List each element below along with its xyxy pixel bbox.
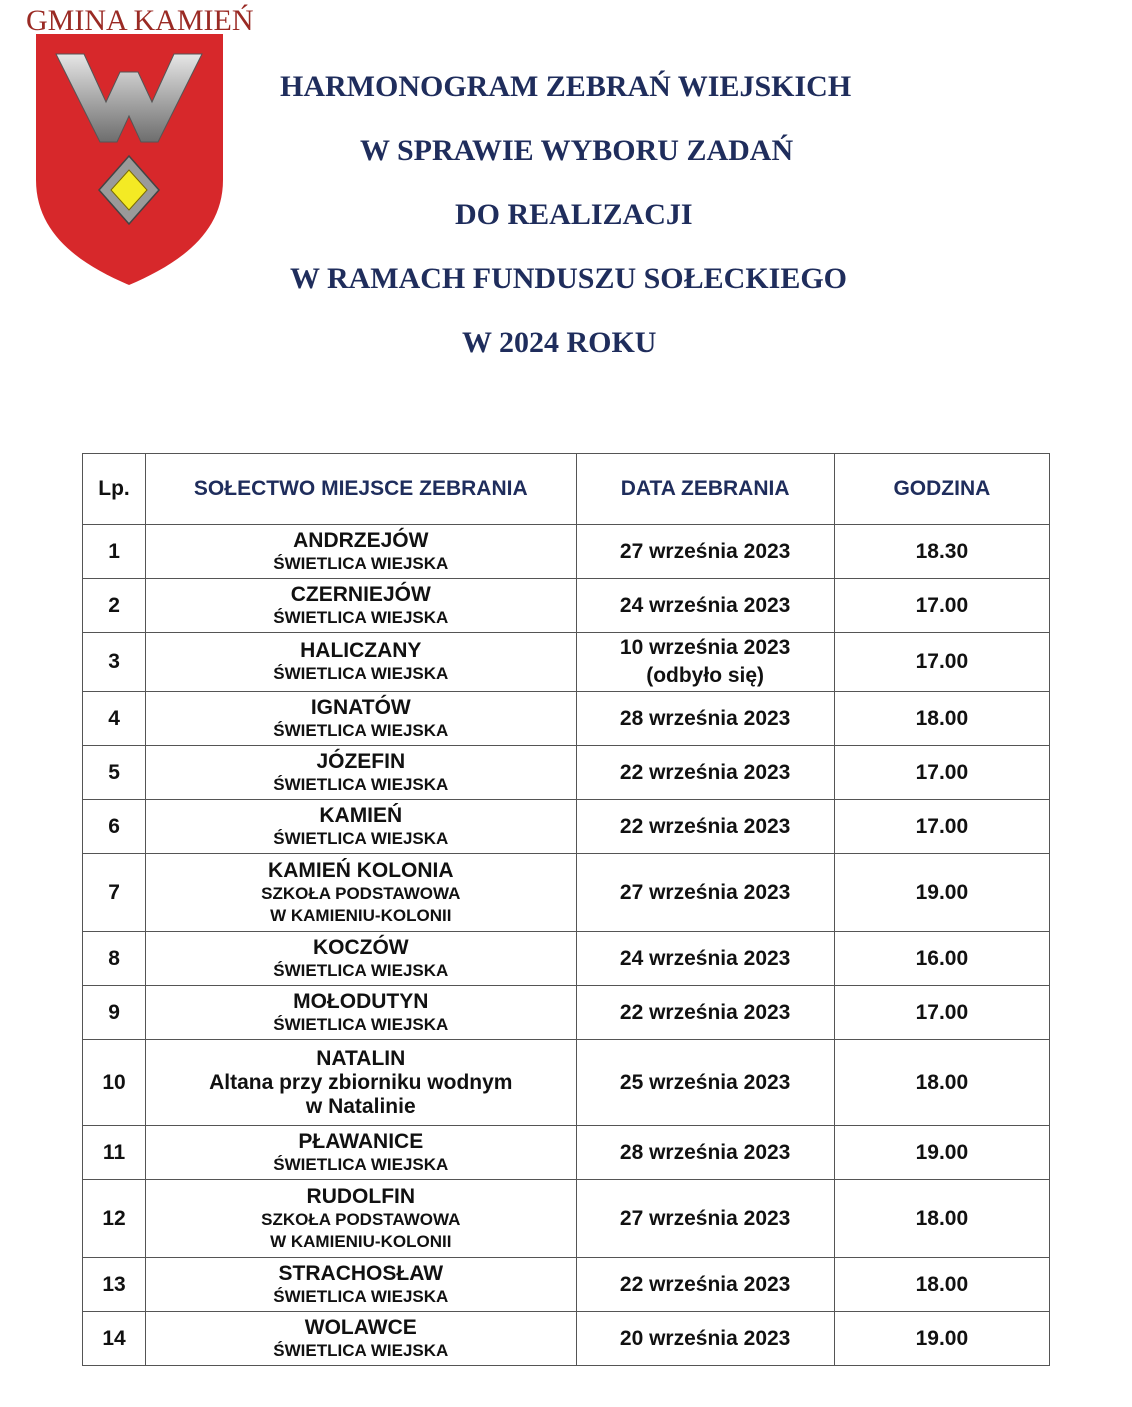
meeting-location: ŚWIETLICA WIEJSKA bbox=[273, 664, 449, 683]
meeting-location: ŚWIETLICA WIEJSKA bbox=[273, 553, 449, 573]
meeting-hour: 18.00 bbox=[834, 692, 1049, 746]
meeting-location: ŚWIETLICA WIEJSKA bbox=[273, 1154, 449, 1174]
meeting-date-text: 24 września 2023 bbox=[619, 946, 791, 970]
meeting-location: ŚWIETLICA WIEJSKA bbox=[273, 828, 449, 848]
meeting-location: ŚWIETLICA WIEJSKA bbox=[273, 607, 449, 627]
solectwo-cell bbox=[146, 1040, 576, 1126]
solectwo-cell bbox=[146, 986, 576, 1040]
meeting-hour: 18.30 bbox=[834, 525, 1049, 579]
row-number: 10 bbox=[83, 1040, 146, 1126]
meeting-hour: 17.00 bbox=[834, 986, 1049, 1040]
meeting-date bbox=[576, 854, 834, 932]
meeting-hour: 17.00 bbox=[834, 579, 1049, 633]
header-data: DATA ZEBRANIA bbox=[576, 454, 834, 525]
solectwo-name: IGNATÓW bbox=[310, 695, 411, 719]
table-row bbox=[83, 986, 1050, 1040]
meeting-location: ŚWIETLICA WIEJSKA bbox=[273, 1014, 449, 1034]
schedule-table bbox=[82, 453, 1050, 1366]
meeting-hour: 19.00 bbox=[834, 1312, 1049, 1366]
solectwo-cell bbox=[146, 1312, 576, 1366]
row-number: 9 bbox=[83, 986, 146, 1040]
table-row bbox=[83, 525, 1050, 579]
meeting-location: ŚWIETLICA WIEJSKA bbox=[273, 960, 449, 980]
table-row bbox=[83, 800, 1050, 854]
meeting-location: SZKOŁA PODSTAWOWA bbox=[261, 883, 461, 903]
logo-caption: GMINA KAMIEŃ bbox=[26, 4, 254, 37]
meeting-date-text: 22 września 2023 bbox=[619, 814, 791, 838]
meeting-date bbox=[576, 986, 834, 1040]
table-row bbox=[83, 1312, 1050, 1366]
table-row bbox=[83, 1040, 1050, 1126]
meeting-location: ŚWIETLICA WIEJSKA bbox=[273, 774, 449, 794]
solectwo-name: CZERNIEJÓW bbox=[290, 582, 431, 606]
table-row bbox=[83, 1126, 1050, 1180]
solectwo-cell bbox=[146, 932, 576, 986]
meeting-hour: 16.00 bbox=[834, 932, 1049, 986]
meeting-date bbox=[576, 579, 834, 633]
meeting-date bbox=[576, 692, 834, 746]
meeting-date-text: 24 września 2023 bbox=[619, 593, 791, 617]
header-godzina: GODZINA bbox=[834, 454, 1049, 525]
meeting-hour: 17.00 bbox=[834, 633, 1049, 692]
solectwo-cell bbox=[146, 1126, 576, 1180]
solectwo-name: JÓZEFIN bbox=[316, 749, 406, 773]
meeting-date-text: 22 września 2023 bbox=[619, 1272, 791, 1296]
meeting-location: ŚWIETLICA WIEJSKA bbox=[273, 1340, 449, 1360]
title-line-3: DO REALIZACJI bbox=[455, 198, 693, 231]
row-number: 6 bbox=[83, 800, 146, 854]
solectwo-name: KAMIEŃ KOLONIA bbox=[268, 858, 454, 882]
meeting-date-text: 27 września 2023 bbox=[619, 1206, 791, 1230]
meeting-date-text: 28 września 2023 bbox=[619, 1140, 791, 1164]
meeting-date bbox=[576, 932, 834, 986]
solectwo-cell bbox=[146, 1180, 576, 1258]
solectwo-name: ANDRZEJÓW bbox=[293, 528, 429, 552]
solectwo-name: MOŁODUTYN bbox=[293, 989, 429, 1013]
meeting-hour: 18.00 bbox=[834, 1040, 1049, 1126]
meeting-hour: 18.00 bbox=[834, 1258, 1049, 1312]
row-number: 12 bbox=[83, 1180, 146, 1258]
meeting-date bbox=[576, 746, 834, 800]
title-line-2: W SPRAWIE WYBORU ZADAŃ bbox=[360, 134, 794, 167]
meeting-date-text: 28 września 2023 bbox=[619, 706, 791, 730]
solectwo-cell bbox=[146, 579, 576, 633]
meeting-location-line2: w Natalinie bbox=[305, 1094, 416, 1118]
row-number: 14 bbox=[83, 1312, 146, 1366]
meeting-date bbox=[576, 800, 834, 854]
meeting-hour: 18.00 bbox=[834, 1180, 1049, 1258]
meeting-date-text: 25 września 2023 bbox=[619, 1070, 791, 1094]
solectwo-cell bbox=[146, 854, 576, 932]
solectwo-cell bbox=[146, 525, 576, 579]
row-number: 13 bbox=[83, 1258, 146, 1312]
meeting-hour: 17.00 bbox=[834, 746, 1049, 800]
meeting-hour: 19.00 bbox=[834, 854, 1049, 932]
solectwo-name: WOLAWCE bbox=[304, 1315, 417, 1339]
row-number: 2 bbox=[83, 579, 146, 633]
meeting-location-line2: W KAMIENIU-KOLONII bbox=[270, 905, 452, 925]
meeting-date-text: 27 września 2023 bbox=[619, 539, 791, 563]
meeting-date-text: 10 września 2023 bbox=[619, 636, 791, 659]
meeting-date bbox=[576, 525, 834, 579]
solectwo-cell bbox=[146, 692, 576, 746]
title-line-1: HARMONOGRAM ZEBRAŃ WIEJSKICH bbox=[280, 70, 852, 103]
meeting-date bbox=[576, 1180, 834, 1258]
meeting-date-note: (odbyło się) bbox=[646, 664, 765, 687]
solectwo-name: NATALIN bbox=[316, 1046, 406, 1070]
row-number: 7 bbox=[83, 854, 146, 932]
solectwo-name: HALICZANY bbox=[300, 639, 422, 662]
solectwo-cell bbox=[146, 800, 576, 854]
table-header-row bbox=[83, 454, 1050, 525]
coat-of-arms-icon bbox=[26, 4, 254, 320]
row-number: 3 bbox=[83, 633, 146, 692]
solectwo-cell bbox=[146, 1258, 576, 1312]
table-row bbox=[83, 746, 1050, 800]
solectwo-name: KAMIEŃ bbox=[319, 803, 403, 827]
table-row bbox=[83, 932, 1050, 986]
solectwo-name: STRACHOSŁAW bbox=[278, 1261, 444, 1285]
meeting-date-text: 27 września 2023 bbox=[619, 880, 791, 904]
row-number: 4 bbox=[83, 692, 146, 746]
meeting-date bbox=[576, 633, 834, 692]
meeting-date-text: 22 września 2023 bbox=[619, 760, 791, 784]
row-number: 8 bbox=[83, 932, 146, 986]
table-row bbox=[83, 1258, 1050, 1312]
meeting-date-text: 20 września 2023 bbox=[619, 1326, 791, 1350]
header-solectwo: SOŁECTWO MIEJSCE ZEBRANIA bbox=[146, 454, 576, 525]
solectwo-name: KOCZÓW bbox=[312, 935, 409, 959]
row-number: 5 bbox=[83, 746, 146, 800]
meeting-location: ŚWIETLICA WIEJSKA bbox=[273, 1286, 449, 1306]
table-row bbox=[83, 579, 1050, 633]
solectwo-cell bbox=[146, 746, 576, 800]
title-line-5: W 2024 ROKU bbox=[462, 326, 657, 359]
table-row bbox=[83, 692, 1050, 746]
solectwo-name: RUDOLFIN bbox=[306, 1184, 416, 1208]
meeting-location: SZKOŁA PODSTAWOWA bbox=[261, 1209, 461, 1229]
solectwo-name: PŁAWANICE bbox=[298, 1129, 424, 1153]
meeting-location-line2: W KAMIENIU-KOLONII bbox=[270, 1231, 452, 1251]
meeting-date-text: 22 września 2023 bbox=[619, 1000, 791, 1024]
meeting-date bbox=[576, 1258, 834, 1312]
table-row bbox=[83, 1180, 1050, 1258]
meeting-date bbox=[576, 1312, 834, 1366]
meeting-date bbox=[576, 1040, 834, 1126]
table-row bbox=[83, 854, 1050, 932]
meeting-hour: 17.00 bbox=[834, 800, 1049, 854]
title-line-4: W RAMACH FUNDUSZU SOŁECKIEGO bbox=[290, 262, 848, 295]
table-row bbox=[83, 633, 1050, 692]
solectwo-cell bbox=[146, 633, 576, 692]
gmina-kamien-logo bbox=[26, 4, 254, 320]
meeting-location: Altana przy zbiorniku wodnym bbox=[209, 1070, 513, 1094]
meeting-location: ŚWIETLICA WIEJSKA bbox=[273, 720, 449, 740]
meeting-date bbox=[576, 1126, 834, 1180]
header-lp: Lp. bbox=[83, 454, 146, 525]
meeting-hour: 19.00 bbox=[834, 1126, 1049, 1180]
row-number: 1 bbox=[83, 525, 146, 579]
row-number: 11 bbox=[83, 1126, 146, 1180]
